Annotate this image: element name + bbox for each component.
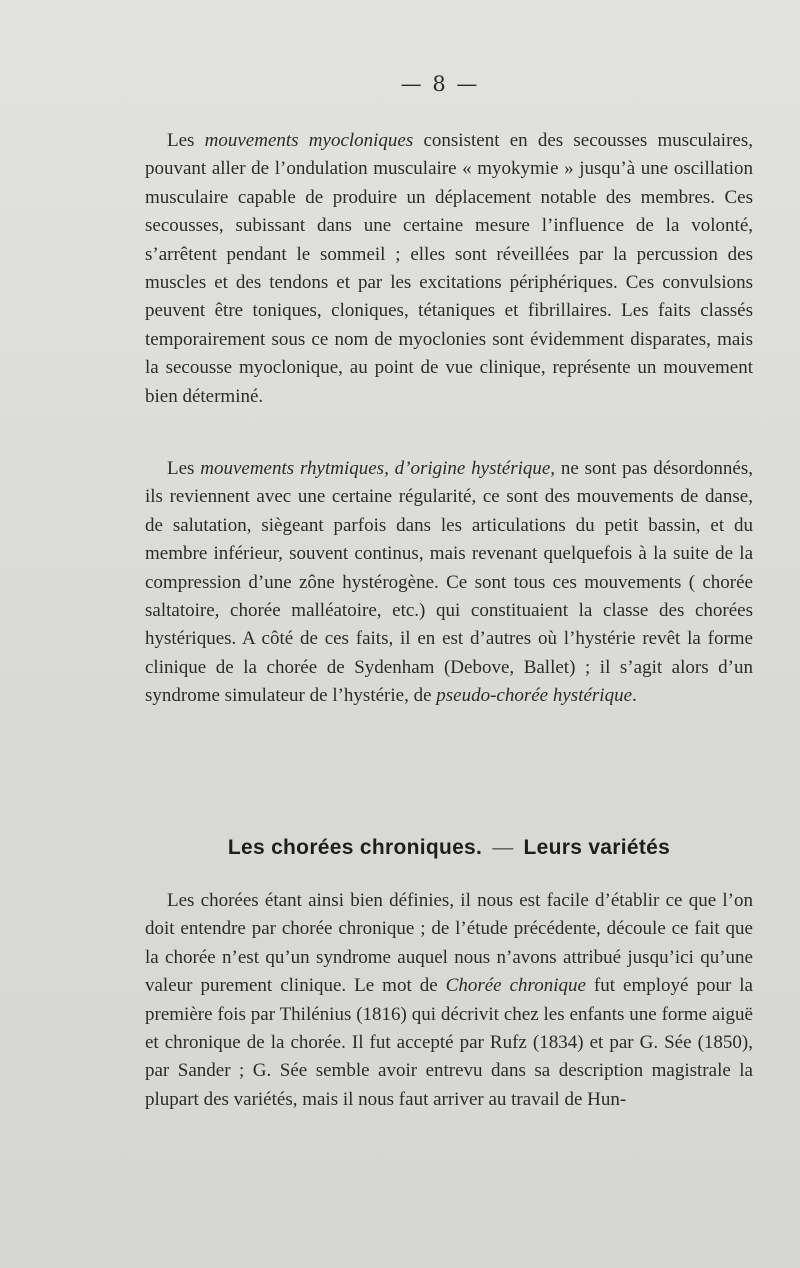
- italic-term: Chorée chronique: [445, 975, 586, 997]
- section-heading: [145, 836, 753, 860]
- heading-dash: —: [492, 836, 514, 859]
- text-run: Les chorées étant ainsi bien définies, il nous est facile d’établir ce que l’on doit entendre par chorée chronique ; de l’étude précédente, découle ce fait que la chorée n’est qu’un syndrome auquel nous n’avons attribué jusqu’ici qu’une valeur purement clinique. Le mot de: [145, 890, 753, 997]
- heading-part-2: Leurs variétés: [523, 836, 671, 859]
- paragraph-text: [145, 887, 753, 1114]
- italic-term: pseudo-chorée hystérique: [436, 685, 633, 707]
- paragraph-chronic-chorea: [145, 887, 753, 1114]
- paragraph-myoclonic: [145, 127, 753, 411]
- page-number: — 8 —: [400, 72, 480, 96]
- text-run: fut employé pour la première fois par Thilénius (1816) qui décrivit chez les enfants une forme aiguë et chronique de la chorée. Il fut accepté par Rufz (1834) et par G. Sée (1850), par Sander ; G. Sée semble avoir entrevu dans sa description magistrale la plupart des variétés, mais il nous faut arriver au travail de Hun-: [145, 975, 753, 1110]
- text-run: Les: [167, 458, 201, 479]
- text-run: consistent en des secousses musculaires, pouvant aller de l’ondulation musculaire « myokymie » jusqu’à une oscillation musculaire capable de produire un déplacement notable des membres. Ces secousses, subissant dans une certaine mesure l’influence de la volonté, s’arrêtent pendant le sommeil ; elles sont réveillées par la percussion des muscles et des tendons et par les excitations périphériques. Ces convulsions peuvent être toniques, cloniques, tétaniques et fibrillaires. Les faits classés temporairement sous ce nom de myoclonies sont évidemment disparates, mais la secousse myoclonique, au point de vue clinique, représente un mouvement bien déterminé.: [145, 130, 753, 407]
- paragraph-rhythmic: [145, 455, 753, 711]
- text-run: .: [632, 685, 637, 707]
- italic-term: mouvements rhytmiques, d’origine hystérique,: [200, 458, 556, 479]
- paragraph-text: [145, 127, 753, 411]
- italic-term: mouvements myocloniques: [204, 130, 414, 151]
- heading-part-1: Les chorées chroniques.: [227, 836, 483, 859]
- text-run: ne sont pas désordonnés, ils reviennent avec une certaine régularité, ce sont des mouvements de danse, de salutation, siègeant parfois dans les articulations du petit bassin, et du membre inférieur, souvent continus, mais revenant quelquefois à la suite de la compression d’une zône hystérogène. Ce sont tous ces mouvements ( chorée saltatoire, chorée malléatoire, etc.) qui constituaient la classe des chorées hystériques. A côté de ces faits, il en est d’autres où l’hystérie revêt la forme clinique de la chorée de Sydenham (Debove, Ballet) ; il s’agit alors d’un syndrome simulateur de l’hystérie, de: [145, 458, 753, 707]
- text-run: Les: [167, 130, 205, 151]
- paragraph-text: [145, 455, 753, 711]
